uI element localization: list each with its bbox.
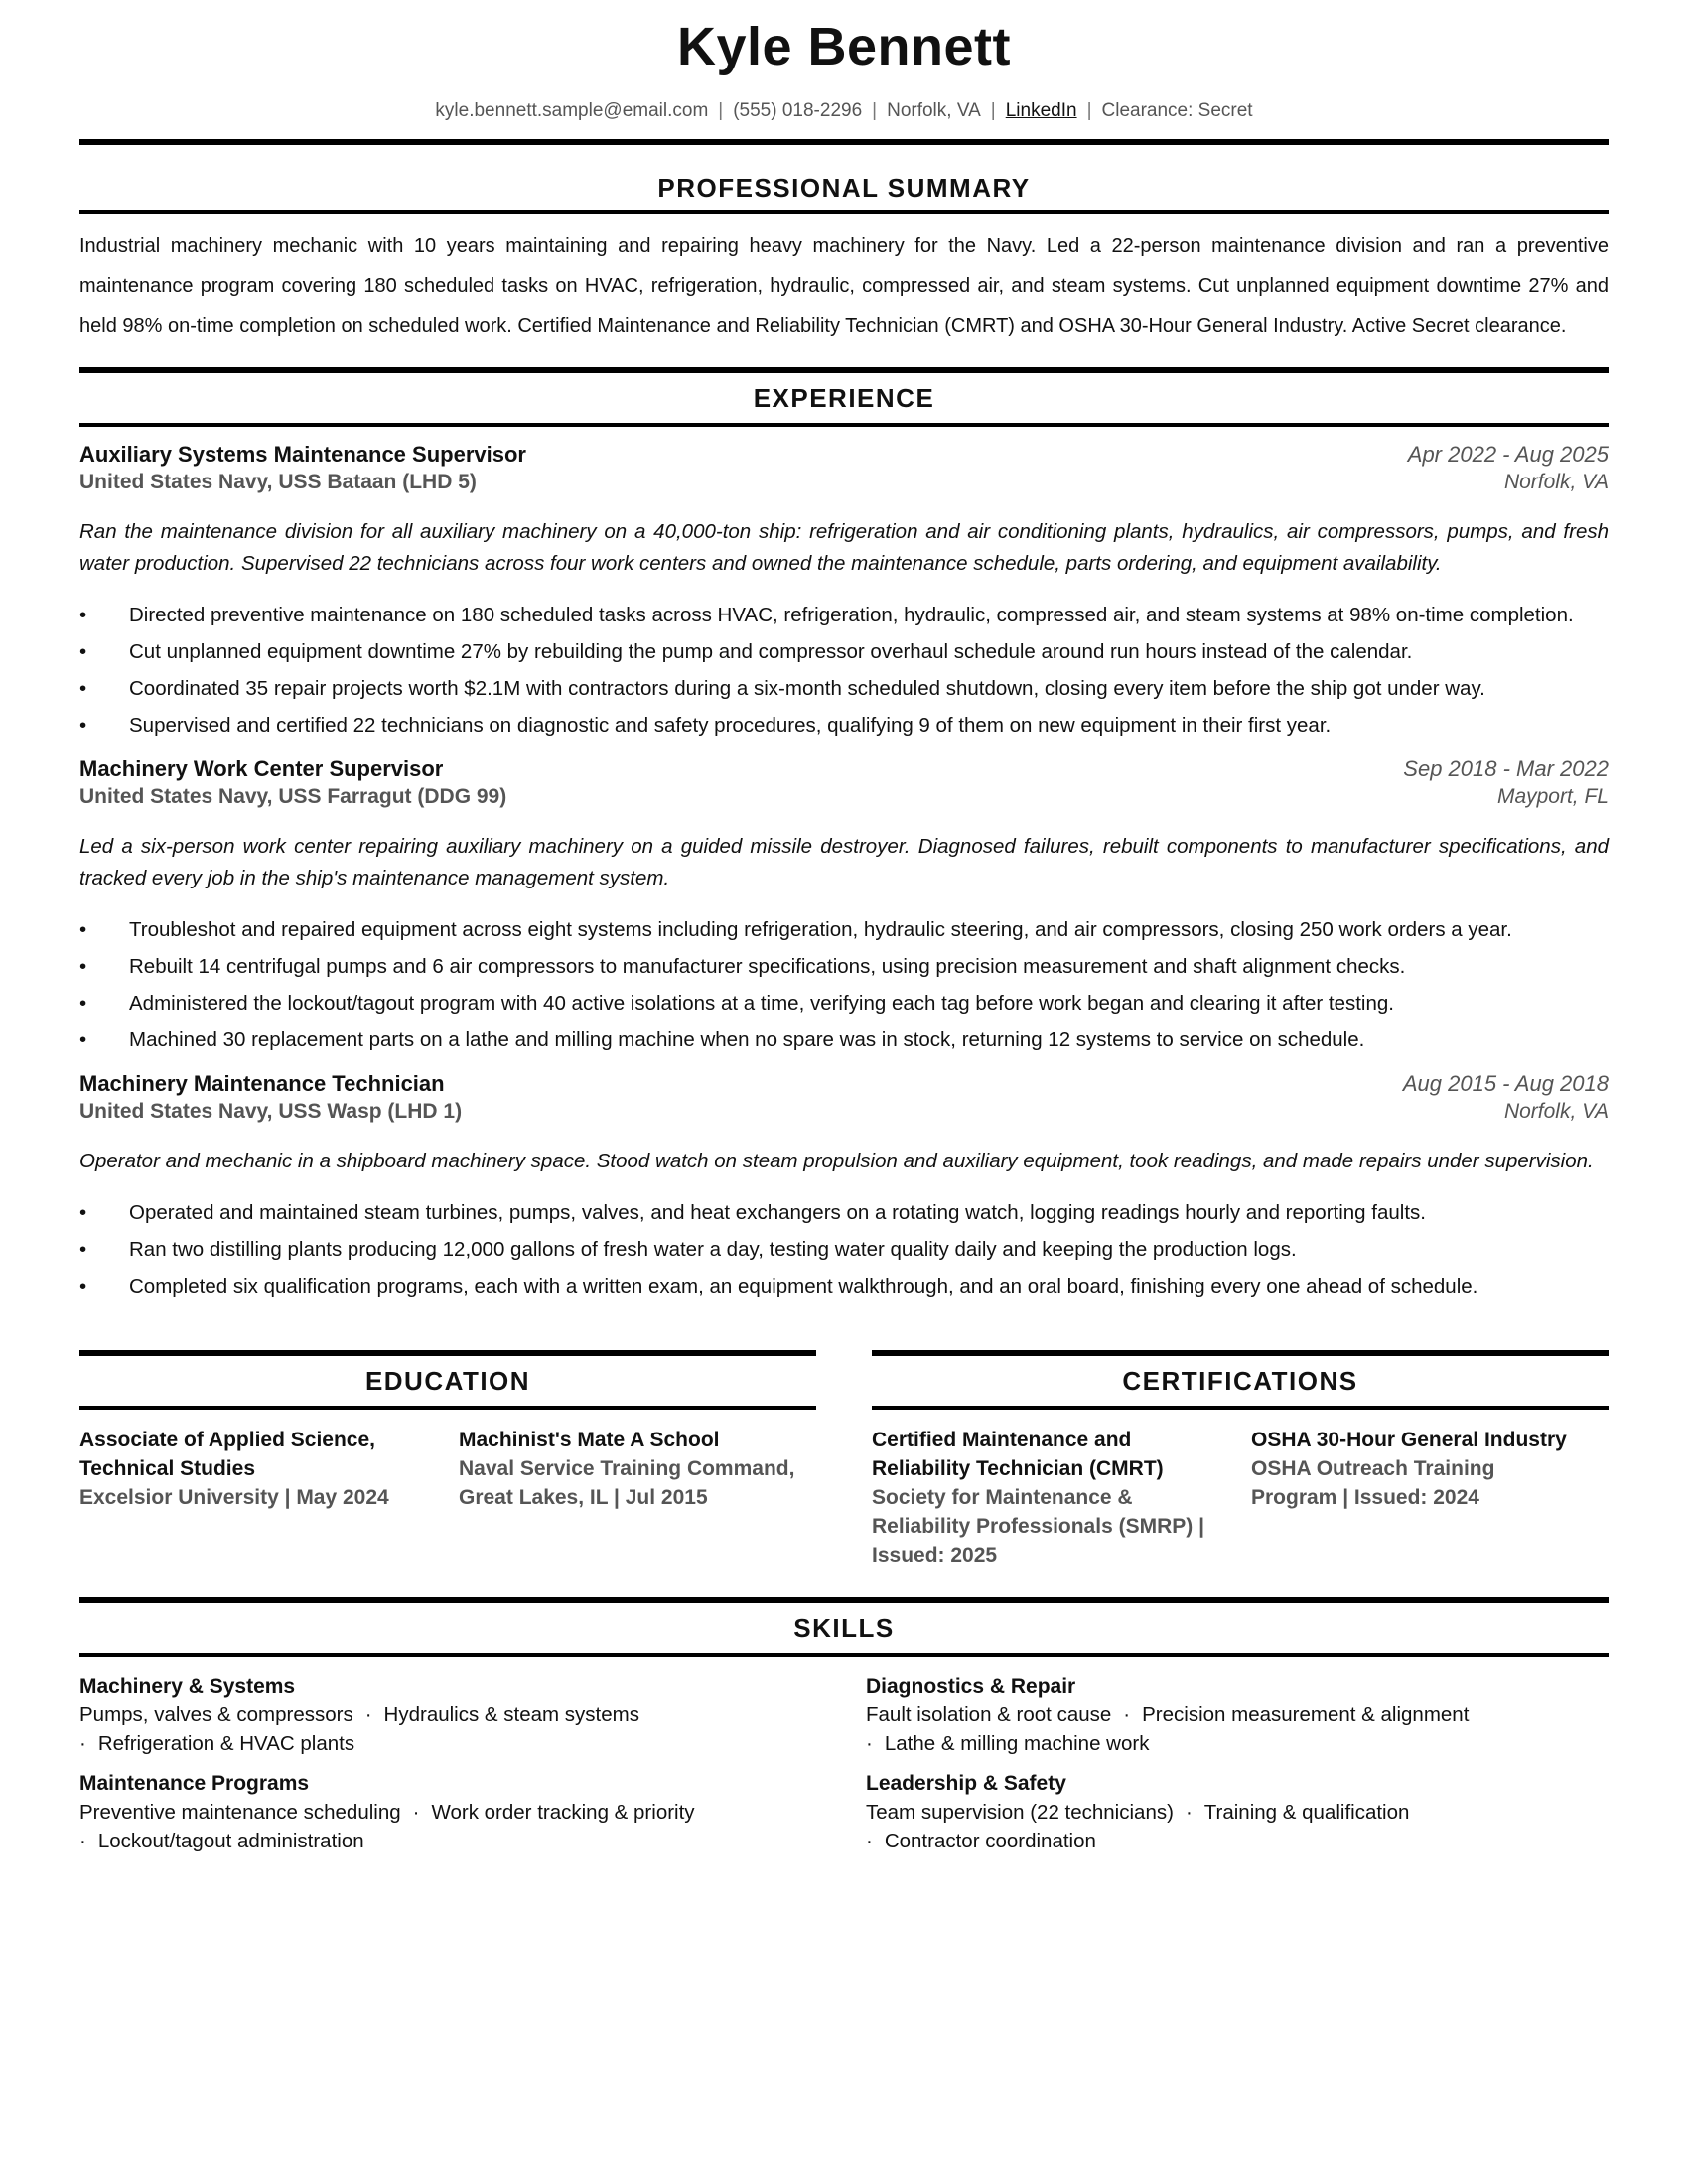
skill-separator: · — [866, 1732, 873, 1755]
separator: | — [1086, 100, 1092, 121]
skill-group-name: Leadership & Safety — [866, 1772, 1066, 1795]
skill-separator: · — [866, 1830, 873, 1852]
skill-item: Contractor coordination — [884, 1830, 1096, 1852]
job-title: Machinery Maintenance Technician — [79, 1071, 445, 1096]
job-organization: United States Navy, USS Wasp (LHD 1) — [79, 1100, 463, 1123]
certifications-heading: CERTIFICATIONS — [1122, 1366, 1358, 1396]
bullet-item: • Administered the lockout/tagout program with 40 active isolations at a time, verifying each tag before work began and clearing it after testing. — [79, 990, 1609, 1018]
degree-line: Technical Studies — [79, 1457, 255, 1480]
job-bullets — [79, 916, 1609, 1054]
skill-separator: · — [79, 1830, 86, 1852]
section-divider — [79, 210, 1609, 214]
skill-item: Hydraulics & steam systems — [383, 1704, 639, 1726]
certification-item — [1251, 1426, 1609, 1570]
school-line: Naval Service Training Command, — [459, 1457, 795, 1480]
education-section — [79, 1350, 816, 1570]
school-line: Great Lakes, IL | Jul 2015 — [459, 1486, 708, 1509]
education-heading: EDUCATION — [364, 1366, 531, 1396]
certification-item — [872, 1426, 1229, 1570]
certifications-section — [872, 1350, 1609, 1570]
skill-list — [79, 1701, 834, 1758]
job-dates: Sep 2018 - Mar 2022 — [1403, 756, 1609, 781]
job-entry — [79, 441, 1609, 740]
skill-separator: · — [1123, 1704, 1131, 1726]
section-divider — [79, 423, 1609, 427]
skill-item: Pumps, valves & compressors — [79, 1704, 353, 1726]
skill-group-name: Machinery & Systems — [79, 1675, 296, 1698]
skill-item: Work order tracking & priority — [431, 1801, 695, 1824]
experience-heading: EXPERIENCE — [753, 383, 935, 413]
phone: (555) 018-2296 — [733, 100, 863, 121]
job-bullets — [79, 1199, 1609, 1300]
section-divider — [79, 1406, 816, 1410]
header-divider — [79, 139, 1609, 145]
job-bullets — [79, 602, 1609, 740]
skills-column-left — [79, 1673, 834, 1867]
summary-heading: PROFESSIONAL SUMMARY — [657, 173, 1031, 203]
bullet-item: • Troubleshot and repaired equipment across eight systems including refrigeration, hydraulic steering, and air compressors, closing 250 work orders a year. — [79, 916, 1609, 944]
skill-separator: · — [412, 1801, 420, 1824]
job-location: Norfolk, VA — [1503, 471, 1609, 493]
bullet-item: • Coordinated 35 repair projects worth $2.1M with contractors during a six-month scheduled shutdown, closing every item before the ship got under way. — [79, 675, 1609, 703]
school-line: Excelsior University | May 2024 — [79, 1486, 389, 1509]
job-organization: United States Navy, USS Bataan (LHD 5) — [79, 471, 477, 493]
skill-item: Lockout/tagout administration — [97, 1830, 364, 1852]
job-title: Auxiliary Systems Maintenance Supervisor — [79, 442, 526, 467]
linkedin-link[interactable]: LinkedIn — [1005, 100, 1077, 121]
section-divider — [79, 1653, 1609, 1657]
section-divider — [872, 1406, 1609, 1410]
skill-item: Team supervision (22 technicians) — [866, 1801, 1174, 1824]
job-description: Ran the maintenance division for all auxiliary machinery on a 40,000-ton ship: refrigeration and air conditioning plants, hydraulics, air compressors, pumps, and fresh water production. Supervised 22 technicians across four work centers and owned the maintenance schedule, parts ordering, and equipment availability. — [79, 520, 1609, 575]
skill-item: Training & qualification — [1203, 1801, 1410, 1824]
skill-item: Precision measurement & alignment — [1142, 1704, 1470, 1726]
bullet-item: • Ran two distilling plants producing 12,000 gallons of fresh water a day, testing water quality daily and keeping the production logs. — [79, 1236, 1609, 1264]
contact-line — [79, 99, 1609, 123]
job-dates: Aug 2015 - Aug 2018 — [1402, 1071, 1609, 1096]
certification-name-line: OSHA 30-Hour General Industry — [1251, 1429, 1567, 1451]
skill-separator: · — [1185, 1801, 1193, 1824]
bullet-item: • Machined 30 replacement parts on a lathe and milling machine when no spare was in stock, returning 12 systems to service on schedule. — [79, 1026, 1609, 1054]
skill-item: Fault isolation & root cause — [866, 1704, 1112, 1726]
issuer-line: Issued: 2025 — [872, 1544, 998, 1567]
separator: | — [872, 100, 878, 121]
bullet-item: • Supervised and certified 22 technicians on diagnostic and safety procedures, qualifying 9 of them on new equipment in their first year. — [79, 712, 1609, 740]
education-item — [79, 1426, 437, 1512]
job-dates: Apr 2022 - Aug 2025 — [1407, 442, 1609, 467]
skill-item: Preventive maintenance scheduling — [79, 1801, 401, 1824]
job-title: Machinery Work Center Supervisor — [79, 756, 444, 781]
skill-item: Lathe & milling machine work — [884, 1732, 1150, 1755]
job-entry — [79, 1070, 1609, 1300]
issuer-line: Program | Issued: 2024 — [1251, 1486, 1479, 1509]
job-description: Operator and mechanic in a shipboard machinery space. Stood watch on steam propulsion and auxiliary equipment, took readings, and made repairs under supervision. — [79, 1150, 1594, 1172]
skill-separator: · — [364, 1704, 372, 1726]
section-divider — [79, 1597, 1609, 1603]
skill-separator: · — [79, 1732, 86, 1755]
job-location: Mayport, FL — [1496, 785, 1609, 808]
bullet-item: • Completed six qualification programs, each with a written exam, an equipment walkthrough, and an oral board, finishing every one ahead of schedule. — [79, 1273, 1609, 1300]
bullet-item: • Rebuilt 14 centrifugal pumps and 6 air compressors to manufacturer specifications, using precision measurement and shaft alignment checks. — [79, 953, 1609, 981]
education-certifications-row — [79, 1350, 1609, 1570]
issuer-line: OSHA Outreach Training — [1251, 1457, 1495, 1480]
email[interactable]: kyle.bennett.sample@email.com — [435, 100, 709, 121]
skills-heading: SKILLS — [793, 1613, 895, 1643]
job-description: Led a six-person work center repairing auxiliary machinery on a guided missile destroyer. Diagnosed failures, rebuilt components to manufacturer specifications, and tracked every job in the ship's maintenance management system. — [79, 835, 1609, 889]
certification-name-line: Reliability Technician (CMRT) — [872, 1457, 1164, 1480]
section-divider — [79, 367, 1609, 373]
candidate-name: Kyle Bennett — [676, 17, 1012, 76]
job-entry — [79, 755, 1609, 1054]
separator: | — [718, 100, 724, 121]
degree-line: Machinist's Mate A School — [459, 1429, 720, 1451]
skill-group-name: Maintenance Programs — [79, 1772, 310, 1795]
summary-text: Industrial machinery mechanic with 10 years maintaining and repairing heavy machinery for the Navy. Led a 22-person maintenance division and ran a preventive maintenance program covering 180 scheduled tasks on HVAC, refrigeration, hydraulic, compressed air, and steam systems. Cut unplanned equipment downtime 27% and held 98% on-time completion on scheduled work. Certified Maintenance and Reliability Technician (CMRT) and OSHA 30-Hour General Industry. Active Secret clearance. — [79, 235, 1609, 337]
skill-group-name: Diagnostics & Repair — [866, 1675, 1076, 1698]
skills-grid — [79, 1673, 1609, 1867]
skill-list — [866, 1798, 1609, 1855]
clearance: Clearance: Secret — [1101, 100, 1253, 121]
issuer-line: Reliability Professionals (SMRP) | — [872, 1515, 1204, 1538]
degree-line: Associate of Applied Science, — [79, 1429, 375, 1451]
separator: | — [990, 100, 996, 121]
education-item — [459, 1426, 816, 1512]
skills-column-right — [866, 1673, 1609, 1867]
bullet-item: • Cut unplanned equipment downtime 27% by rebuilding the pump and compressor overhaul schedule around run hours instead of the calendar. — [79, 638, 1609, 666]
job-organization: United States Navy, USS Farragut (DDG 99) — [79, 785, 507, 808]
section-divider — [872, 1350, 1609, 1356]
section-divider — [79, 1350, 816, 1356]
location: Norfolk, VA — [887, 100, 981, 121]
job-location: Norfolk, VA — [1503, 1100, 1609, 1123]
skill-item: Refrigeration & HVAC plants — [97, 1732, 355, 1755]
bullet-item: • Operated and maintained steam turbines, pumps, valves, and heat exchangers on a rotating watch, logging readings hourly and reporting faults. — [79, 1199, 1609, 1227]
skill-list — [866, 1701, 1609, 1758]
certification-name-line: Certified Maintenance and — [872, 1429, 1132, 1451]
bullet-item: • Directed preventive maintenance on 180 scheduled tasks across HVAC, refrigeration, hydraulic, compressed air, and steam systems at 98% on-time completion. — [79, 602, 1609, 629]
skill-list — [79, 1798, 834, 1855]
issuer-line: Society for Maintenance & — [872, 1486, 1133, 1509]
